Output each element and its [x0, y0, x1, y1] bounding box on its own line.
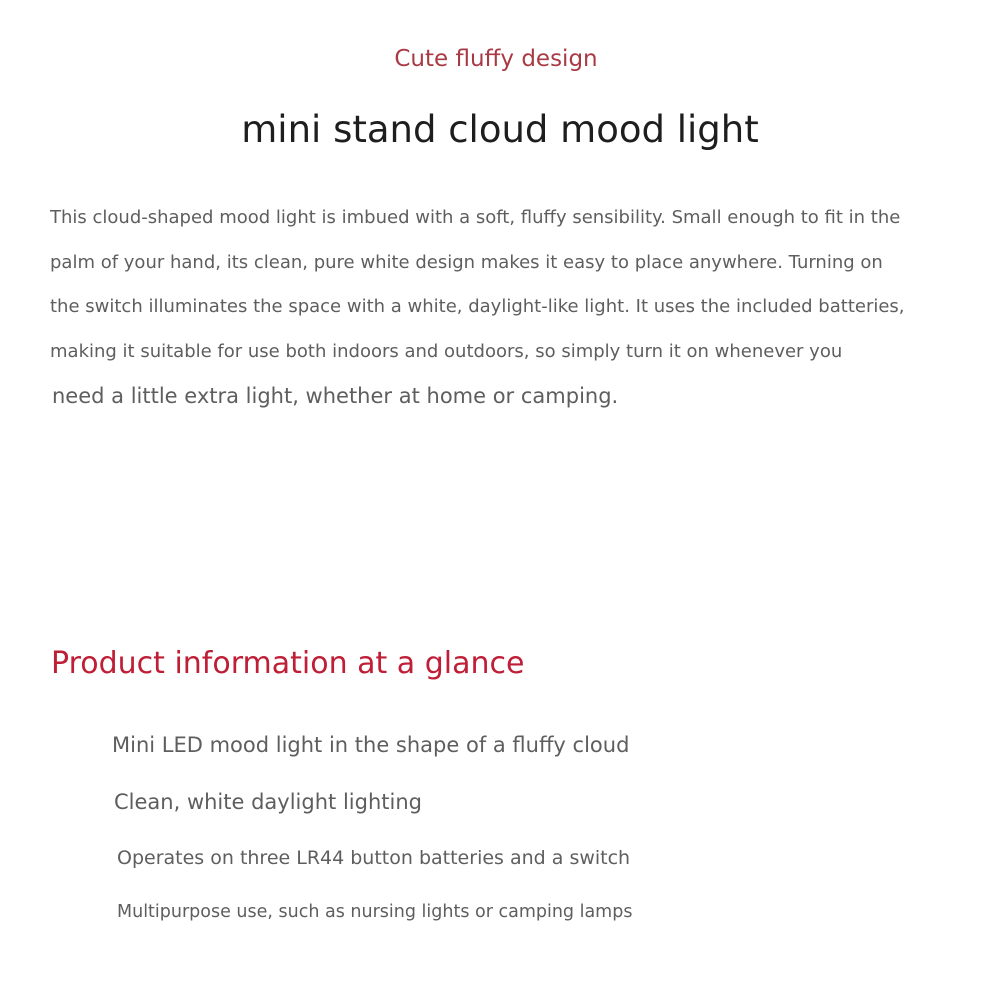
- feature-item: Multipurpose use, such as nursing lights or camping lamps: [117, 902, 633, 922]
- feature-item: Mini LED mood light in the shape of a fluffy cloud: [112, 733, 630, 757]
- feature-list: [112, 733, 632, 942]
- description-line: need a little extra light, whether at home or camping.: [52, 384, 619, 408]
- description-line: palm of your hand, its clean, pure white design makes it easy to place anywhere. Turning on: [50, 251, 883, 273]
- description-line: the switch illuminates the space with a white, daylight-like light. It uses the included batteries,: [50, 296, 905, 317]
- description-line: This cloud-shaped mood light is imbued with a soft, fluffy sensibility. Small enough to fit in the: [50, 207, 901, 228]
- subtitle: Cute fluffy design: [394, 46, 598, 72]
- feature-item: Clean, white daylight lighting: [114, 790, 422, 814]
- product-info-heading: Product information at a glance: [51, 646, 525, 681]
- description-line: making it suitable for use both indoors and outdoors, so simply turn it on whenever you: [50, 340, 843, 362]
- product-description: [50, 196, 950, 419]
- feature-item: Operates on three LR44 button batteries and a switch: [117, 847, 631, 869]
- page-title: mini stand cloud mood light: [241, 108, 759, 151]
